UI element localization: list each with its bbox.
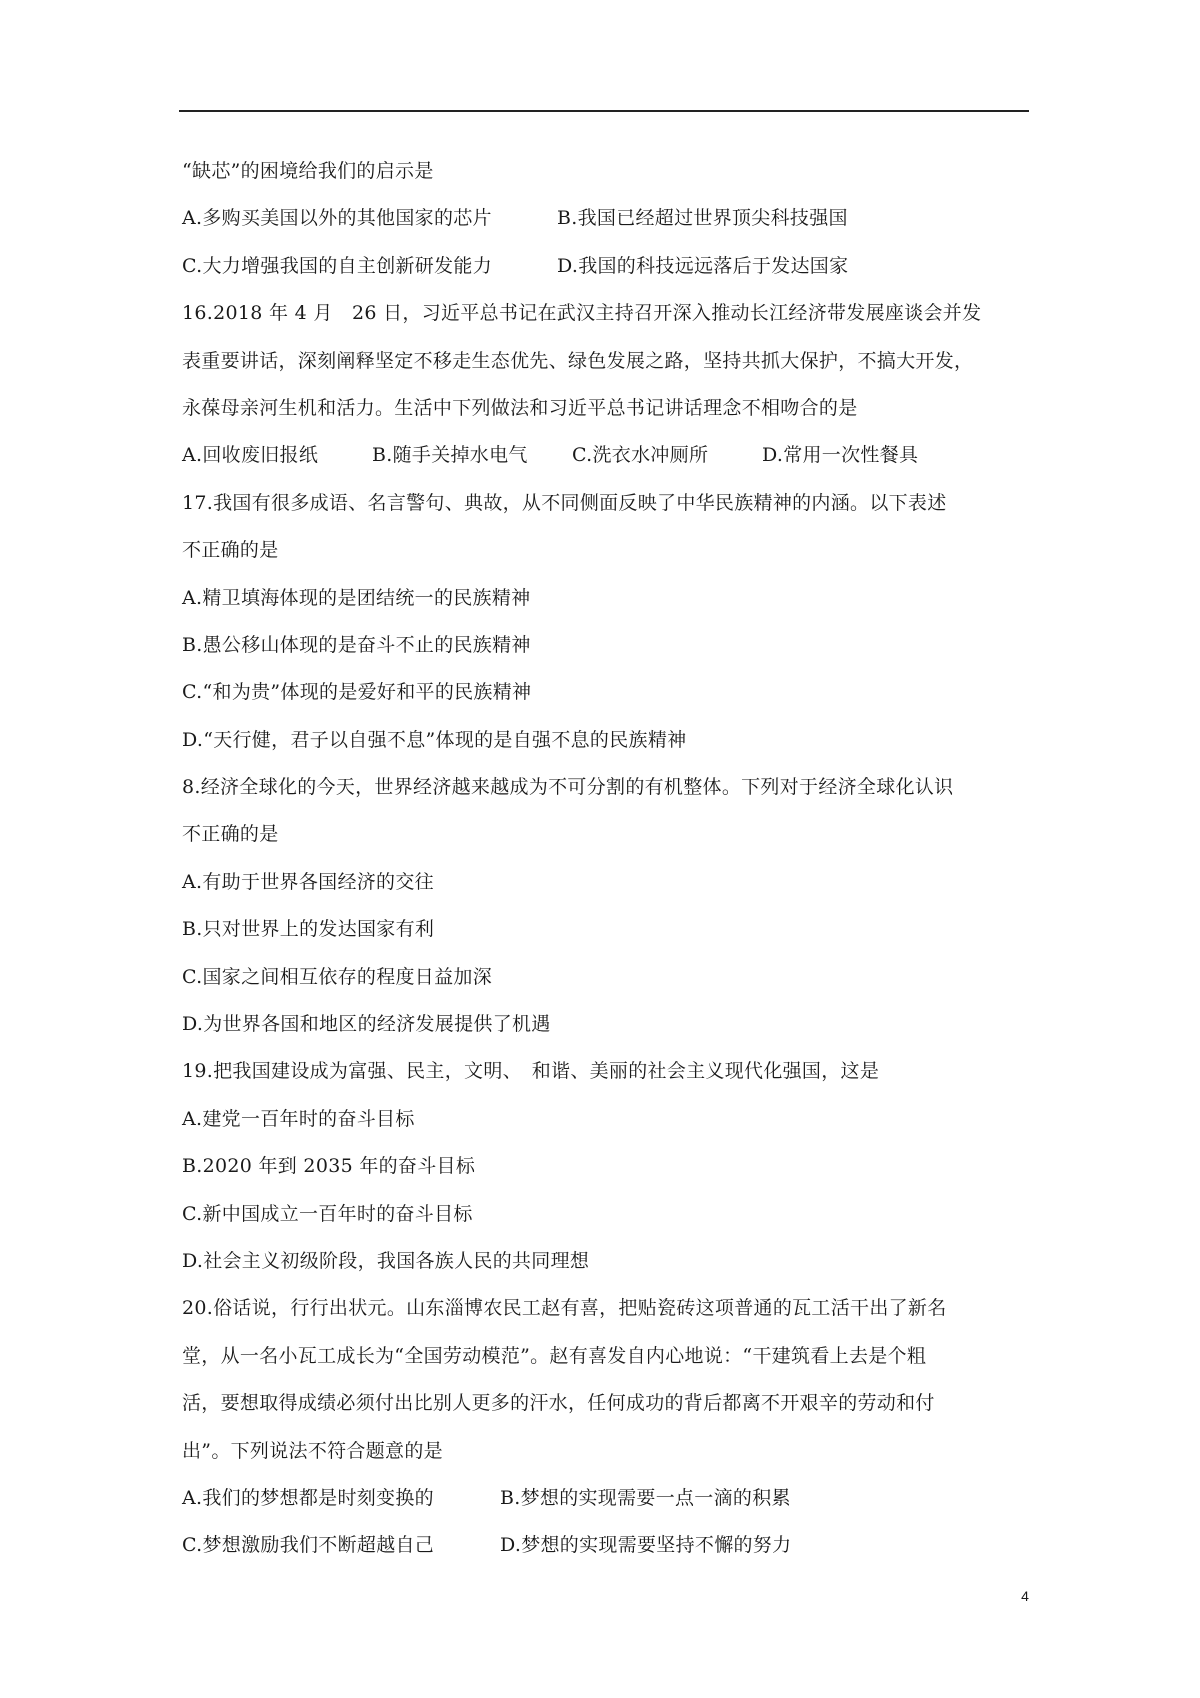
question-16-option-d: D.常用一次性餐具 bbox=[762, 444, 919, 467]
question-18-option-a: A.有助于世界各国经济的交往 bbox=[182, 870, 434, 893]
question-20-options-row-2 bbox=[182, 1522, 1028, 1569]
question-17-stem-line-1: 17.我国有很多成语、名言警句、典故，从不同侧面反映了中华民族精神的内涵。以下表述 bbox=[182, 491, 947, 514]
question-20-option-d: D.梦想的实现需要坚持不懈的努力 bbox=[500, 1534, 792, 1557]
question-18-stem-line-1: 8.经济全球化的今天，世界经济越来越成为不可分割的有机整体。下列对于经济全球化认识 bbox=[182, 776, 954, 799]
page-number: 4 bbox=[1021, 1588, 1029, 1604]
question-19-option-b: B.2020 年到 2035 年的奋斗目标 bbox=[182, 1155, 476, 1178]
question-16-stem-line-1: 16.2018 年 4 月 26 日，习近平总书记在武汉主持召开深入推动长江经济带发展座谈会并发 bbox=[182, 302, 982, 325]
question-19-stem: 19.把我国建设成为富强、民主，文明、 和谐、美丽的社会主义现代化强国，这是 bbox=[182, 1060, 880, 1083]
question-20-stem-line-2: 堂，从一名小瓦工成长为“全国劳动模范”。赵有喜发自内心地说：“干建筑看上去是个粗 bbox=[182, 1344, 927, 1367]
question-18-option-b: B.只对世界上的发达国家有利 bbox=[182, 918, 435, 941]
question-16-stem-line-2: 表重要讲话，深刻阐释坚定不移走生态优先、绿色发展之路，坚持共抓大保护，不搞大开发， bbox=[182, 349, 974, 372]
question-20-stem-line-3: 活，要想取得成绩必须付出比别人更多的汗水，任何成功的背后都离不开艰辛的劳动和付 bbox=[182, 1392, 935, 1415]
question-15-stem-end: “缺芯”的困境给我们的启示是 bbox=[182, 160, 434, 182]
question-20-option-b: B.梦想的实现需要一点一滴的积累 bbox=[500, 1486, 791, 1509]
question-16-options-row bbox=[182, 432, 1028, 479]
question-19-option-a: A.建党一百年时的奋斗目标 bbox=[182, 1107, 415, 1130]
question-18-option-d: D.为世界各国和地区的经济发展提供了机遇 bbox=[182, 1013, 551, 1036]
question-20-option-a: A.我们的梦想都是时刻变换的 bbox=[182, 1486, 434, 1509]
question-15-options-row-2 bbox=[182, 243, 1028, 290]
question-15-option-c: C.大力增强我国的自主创新研发能力 bbox=[182, 254, 493, 277]
question-15-option-a: A.多购买美国以外的其他国家的芯片 bbox=[182, 207, 492, 230]
question-17-option-d: D.“天行健，君子以自强不息”体现的是自强不息的民族精神 bbox=[182, 728, 687, 751]
question-16-option-a: A.回收废旧报纸 bbox=[182, 444, 319, 467]
question-15-option-b: B.我国已经超过世界顶尖科技强国 bbox=[557, 207, 848, 230]
question-17-option-c: C.“和为贵”体现的是爱好和平的民族精神 bbox=[182, 681, 532, 704]
question-17-option-b: B.愚公移山体现的是奋斗不止的民族精神 bbox=[182, 633, 531, 656]
question-18-stem-line-2: 不正确的是 bbox=[182, 823, 279, 846]
question-20-stem-line-1: 20.俗话说，行行出状元。山东淄博农民工赵有喜，把贴瓷砖这项普通的瓦工活干出了新名 bbox=[182, 1297, 947, 1320]
question-19-option-d: D.社会主义初级阶段，我国各族人民的共同理想 bbox=[182, 1249, 590, 1272]
header-rule bbox=[179, 110, 1029, 112]
question-17-option-a: A.精卫填海体现的是团结统一的民族精神 bbox=[182, 586, 531, 609]
question-16-option-b: B.随手关掉水电气 bbox=[372, 444, 528, 467]
question-15-option-d: D.我国的科技远远落后于发达国家 bbox=[557, 254, 849, 277]
page-content bbox=[182, 148, 1028, 1570]
question-15-options-row-1 bbox=[182, 195, 1028, 242]
question-16-stem-line-3: 永葆母亲河生机和活力。生活中下列做法和习近平总书记讲话理念不相吻合的是 bbox=[182, 396, 858, 419]
question-17-stem-line-2: 不正确的是 bbox=[182, 539, 279, 562]
question-20-stem-line-4: 出”。下列说法不符合题意的是 bbox=[182, 1439, 443, 1462]
question-16-option-c: C.洗衣水冲厕所 bbox=[572, 444, 709, 467]
question-19-option-c: C.新中国成立一百年时的奋斗目标 bbox=[182, 1202, 473, 1225]
question-20-option-c: C.梦想激励我们不断超越自己 bbox=[182, 1534, 435, 1557]
question-18-option-c: C.国家之间相互依存的程度日益加深 bbox=[182, 965, 493, 988]
question-20-options-row-1 bbox=[182, 1475, 1028, 1522]
